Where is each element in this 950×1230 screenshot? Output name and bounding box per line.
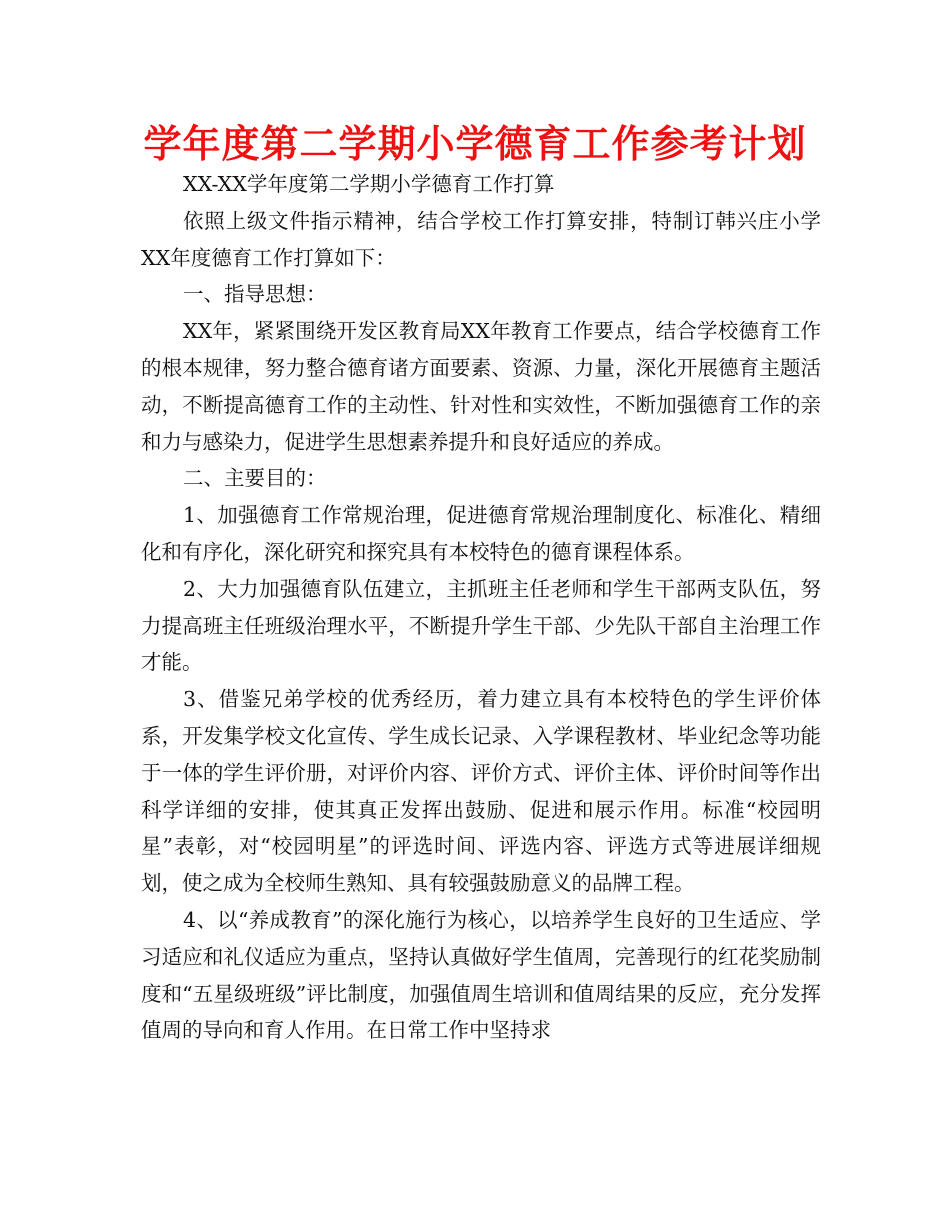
section-heading-main-goals: 二、主要目的： [183, 466, 327, 491]
intro-paragraph: 依照上级文件指示精神，结合学校工作打算安排，特制订韩兴庄小学XX年度德育工作打算如下： [141, 208, 821, 270]
document-title: 学年度第二学期小学德育工作参考计划 [143, 122, 807, 166]
goal-item-3: 3、借鉴兄弟学校的优秀经历，着力建立具有本校特色的学生评价体系，开发集学校文化宣传、学生成长记录、入学课程教材、毕业纪念等功能于一体的学生评价册，对评价内容、评价方式、评价主体、评价时间等作出科学详细的安排，使其真正发挥出鼓励、促进和展示作用。标准“校园明星”表彰，对“校园明星”的评选时间、评选内容、评选方式等进展详细规划，使之成为全校师生熟知、具有较强鼓励意义的品牌工程。 [141, 687, 821, 896]
goal-item-4: 4、以“养成教育”的深化施行为核心，以培养学生良好的卫生适应、学习适应和礼仪适应为重点，坚持认真做好学生值周，完善现行的红花奖励制度和“五星级班级”评比制度，加强值周生培训和值周结果的反应，充分发挥值周的导向和育人作用。在日常工作中坚持求 [141, 907, 821, 1043]
document-body [141, 166, 821, 1049]
guiding-thought-paragraph: XX年，紧紧围绕开发区教育局XX年教育工作要点，结合学校德育工作的根本规律，努力整合德育诸方面要素、资源、力量，深化开展德育主题活动，不断提高德育工作的主动性、针对性和实效性，不断加强德育工作的亲和力与感染力，促进学生思想素养提升和良好适应的养成。 [141, 319, 821, 454]
goal-item-1: 1、加强德育工作常规治理，促进德育常规治理制度化、标准化、精细化和有序化，深化研究和探究具有本校特色的德育课程体系。 [141, 503, 821, 564]
section-heading-guiding-thought: 一、指导思想： [183, 282, 327, 307]
goal-item-2: 2、大力加强德育队伍建立，主抓班主任老师和学生干部两支队伍，努力提高班主任班级治理水平，不断提升学生干部、少先队干部自主治理工作才能。 [141, 576, 821, 675]
document-subtitle: XX-XX学年度第二学期小学德育工作打算 [183, 172, 555, 196]
